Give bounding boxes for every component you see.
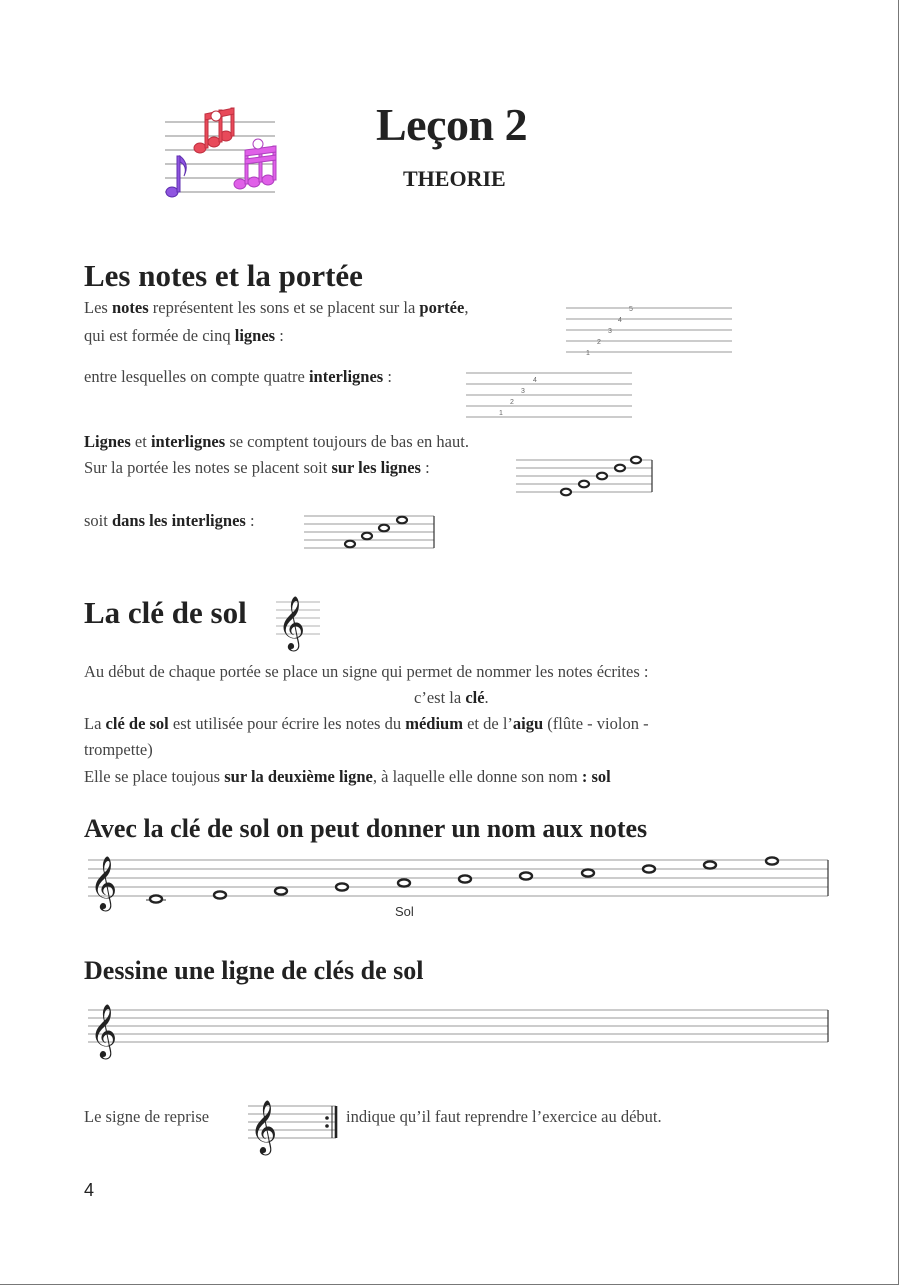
treble-clef-icon xyxy=(276,586,324,650)
music-notes-illustration xyxy=(160,104,280,202)
space-number-2: 2 xyxy=(510,399,514,406)
staff-lines-diagram xyxy=(566,302,732,358)
text-reprendre-exercice: indique qu’il faut reprendre l’exercice au début. xyxy=(346,1107,662,1126)
text-signe-de-reprise: Le signe de reprise xyxy=(84,1107,210,1126)
text-notes-portee: Les notes représentent les sons et se placent sur la portée, xyxy=(84,298,469,317)
text-bas-en-haut: Lignes et interlignes se comptent toujours de bas en haut. xyxy=(84,432,469,451)
line-number-3: 3 xyxy=(608,328,612,335)
heading-draw-clefs: Dessine une ligne de clés de sol xyxy=(84,956,424,985)
text-cinq-lignes: qui est formée de cinq lignes : xyxy=(84,326,284,345)
svg-text:𝄞: 𝄞 xyxy=(250,1099,278,1153)
page-subtitle: THEORIE xyxy=(403,166,506,191)
svg-text:𝄞: 𝄞 xyxy=(278,595,306,649)
space-number-3: 3 xyxy=(521,388,525,395)
line-number-5: 5 xyxy=(629,306,633,313)
text-sur-les-lignes: Sur la portée les notes se placent soit sur les lignes : xyxy=(84,458,430,477)
notes-on-lines-staff xyxy=(516,456,656,496)
repeat-sign-staff xyxy=(248,1088,342,1154)
heading-note-names: Avec la clé de sol on peut donner un nom aux notes xyxy=(84,814,648,843)
text-trompette: trompette) xyxy=(84,740,153,759)
staff-spaces-diagram xyxy=(466,370,632,420)
text-dans-les-interlignes: soit dans les interlignes : xyxy=(84,511,255,530)
page-title: Leçon 2 xyxy=(376,99,528,150)
svg-text:𝄞: 𝄞 xyxy=(90,855,118,909)
text-debut-portee: Au début de chaque portée se place un signe qui permet de nommer les notes écrites : xyxy=(84,662,649,681)
text-cle-de-sol-usage: La clé de sol est utilisée pour écrire les notes du médium et de l’aigu (flûte - violon - xyxy=(84,714,649,733)
heading-staff: Les notes et la portée xyxy=(84,258,363,293)
text-interlignes: entre lesquelles on compte quatre interlignes : xyxy=(84,367,392,386)
svg-text:𝄞: 𝄞 xyxy=(90,1003,118,1057)
line-number-1: 1 xyxy=(586,350,590,357)
line-number-2: 2 xyxy=(597,339,601,346)
notes-in-spaces-staff xyxy=(304,512,438,552)
text-cest-la-cle: c’est la clé. xyxy=(414,688,489,707)
space-number-4: 4 xyxy=(533,377,537,384)
note-names-staff xyxy=(88,848,832,910)
page-number: 4 xyxy=(84,1180,95,1200)
space-number-1: 1 xyxy=(499,410,503,417)
heading-clef: La clé de sol xyxy=(84,595,247,630)
line-number-4: 4 xyxy=(618,317,622,324)
sol-label: Sol xyxy=(395,904,414,919)
text-deuxieme-ligne: Elle se place toujous sur la deuxième ligne, à laquelle elle donne son nom : sol xyxy=(84,767,611,786)
practice-staff[interactable] xyxy=(88,994,832,1056)
